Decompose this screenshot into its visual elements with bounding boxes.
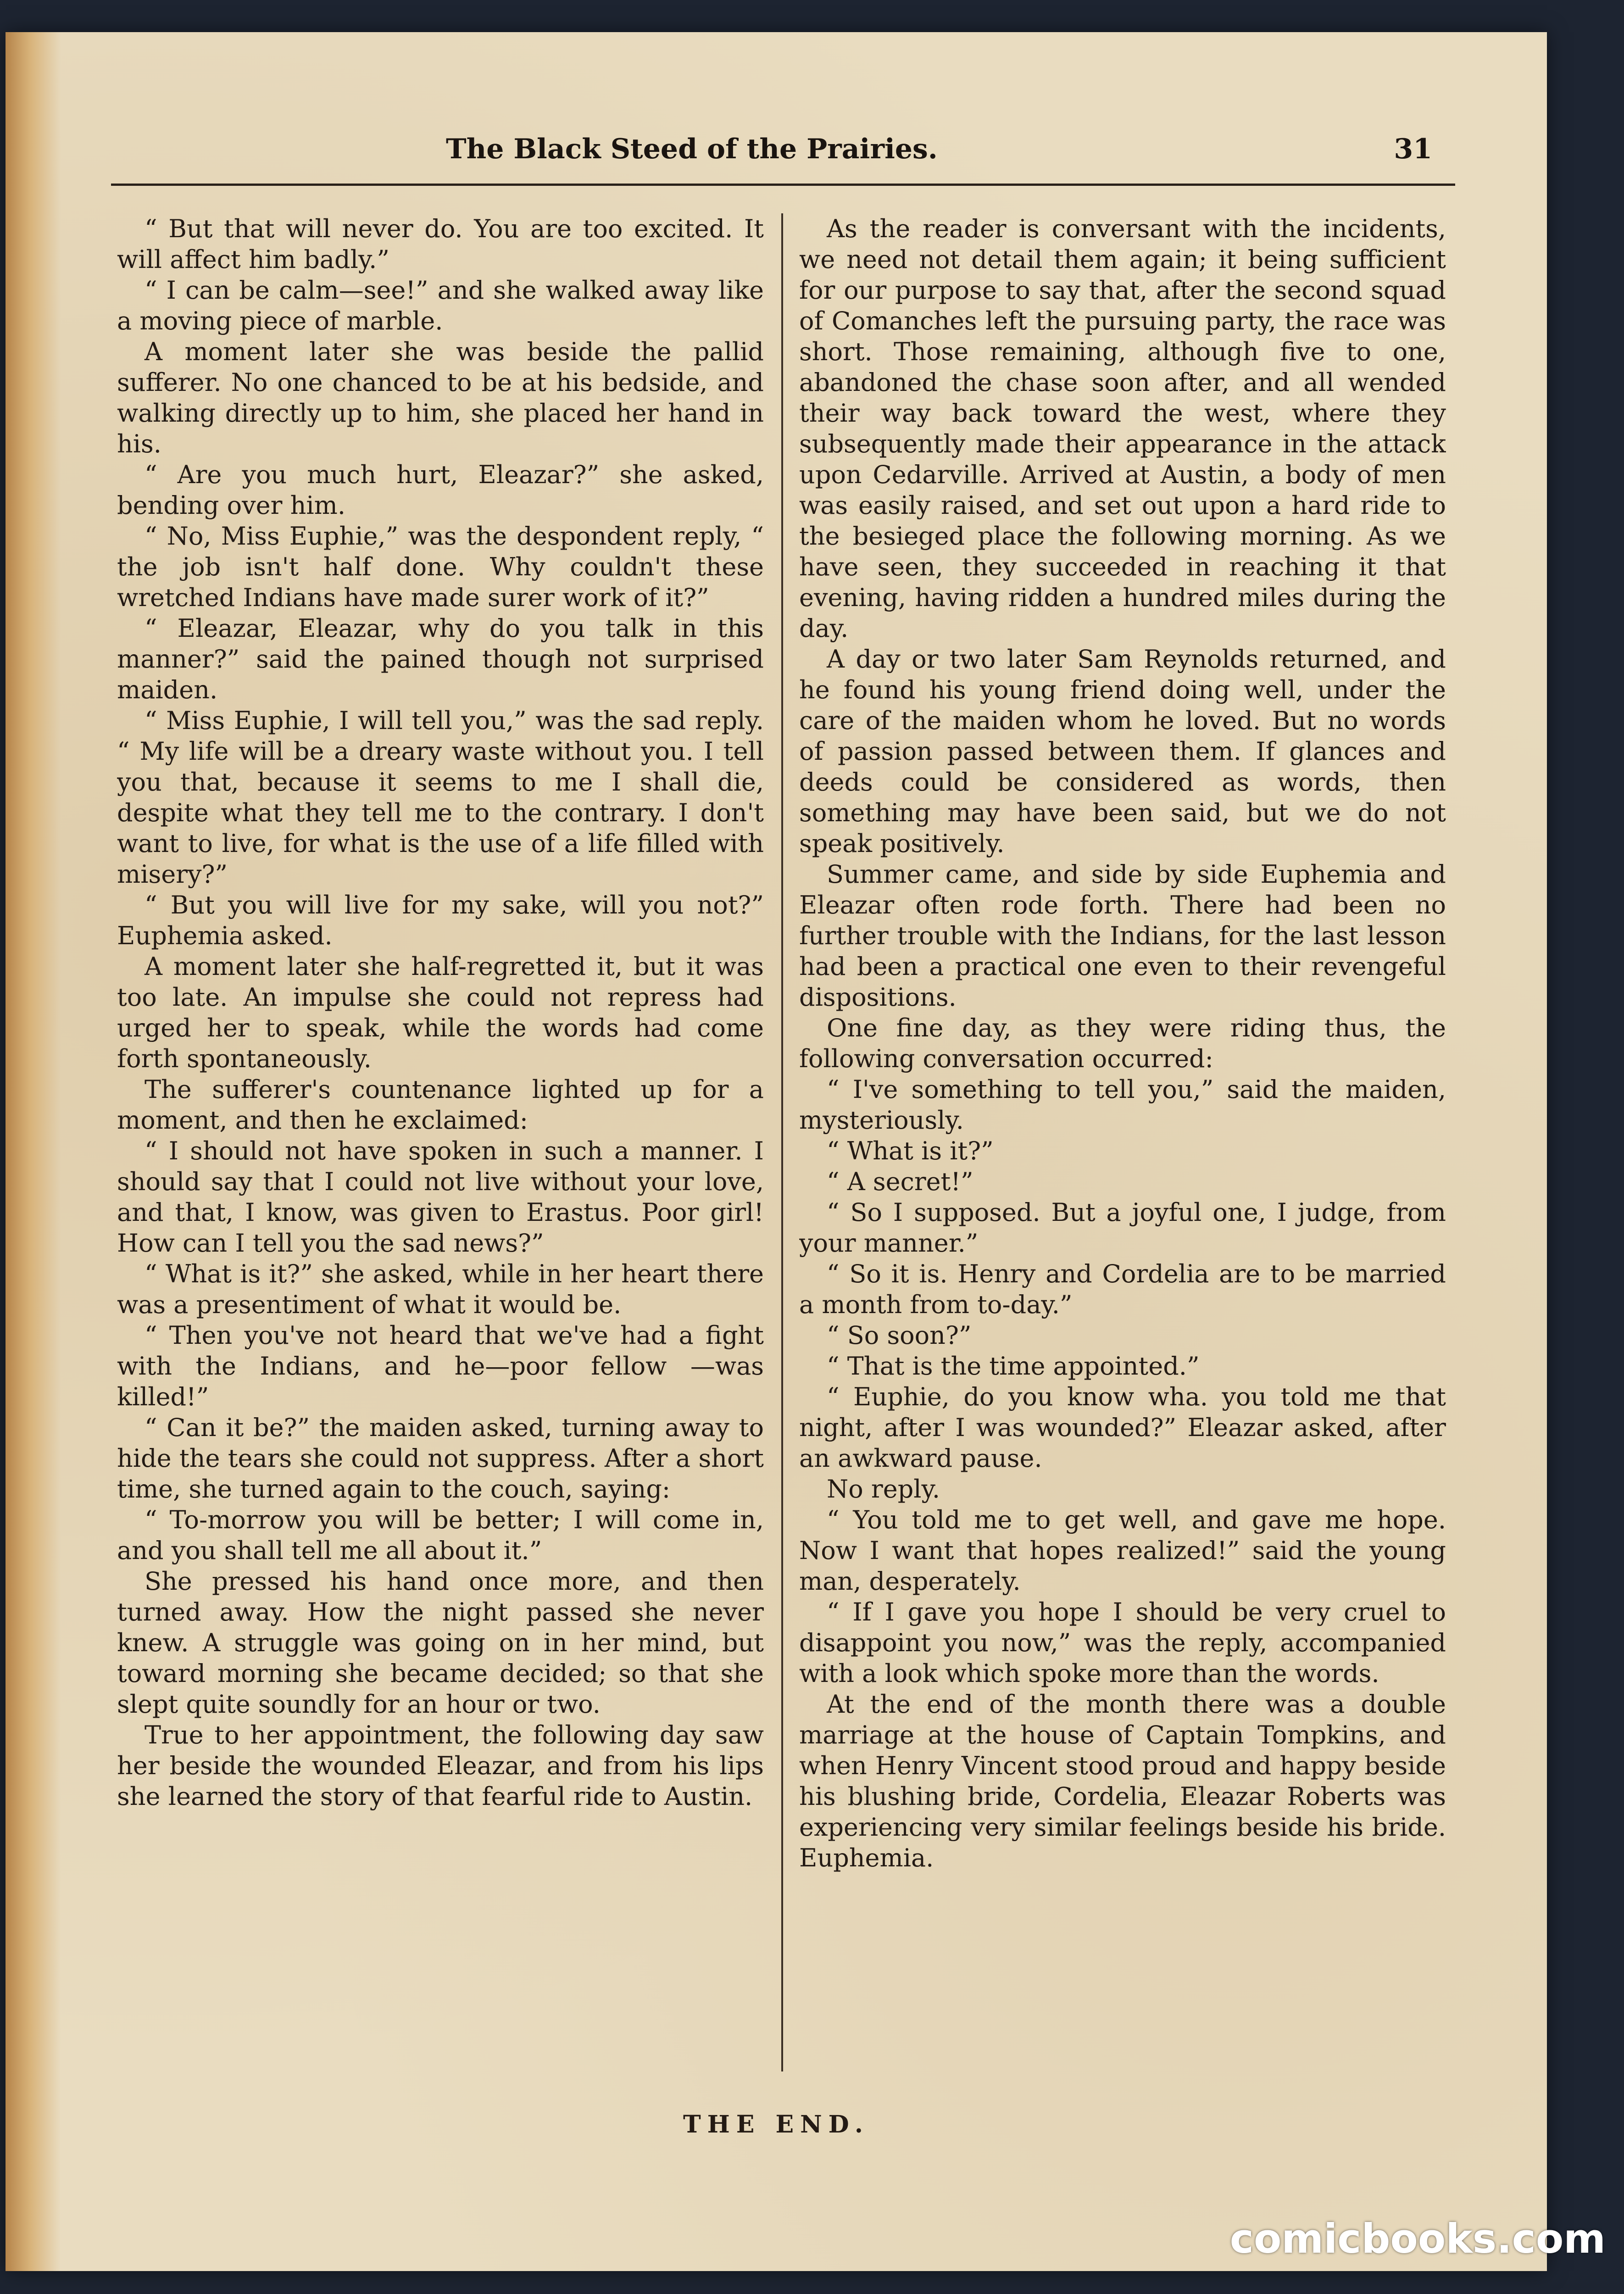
- paragraph: “ Then you've not heard that we've had a fight with the Indians, and he—poor fellow —was killed!”: [117, 1321, 764, 1411]
- paragraph: “ But you will live for my sake, will you not?” Euphemia asked.: [117, 891, 764, 950]
- page-spine-shadow: [6, 32, 61, 2271]
- site-watermark: comicbooks.com: [1229, 2215, 1606, 2262]
- paragraph: No reply.: [827, 1475, 940, 1503]
- paragraph: “ So it is. Henry and Cordelia are to be married a month from to-day.”: [799, 1259, 1446, 1319]
- paragraph: “ I've something to tell you,” said the maiden, mysteriously.: [799, 1075, 1446, 1135]
- paragraph: “ Miss Euphie, I will tell you,” was the sad reply. “ My life will be a dreary waste without you. I tell you that, because it seems to me I shall die, despite what they tell me to the contrary. I don't want to live, for what is the use of a life filled with misery?”: [117, 706, 764, 889]
- paragraph: “ No, Miss Euphie,” was the despondent reply, “ the job isn't half done. Why couldn't these wretched Indians have made surer work of it?”: [117, 522, 764, 612]
- column-divider: [781, 213, 783, 2071]
- book-page: [6, 32, 1547, 2271]
- paragraph: “ What is it?” she asked, while in her heart there was a presentiment of what it would be.: [117, 1259, 764, 1319]
- paragraph: “ A secret!”: [827, 1167, 973, 1196]
- paragraph: “ Are you much hurt, Eleazar?” she asked, bending over him.: [117, 460, 764, 520]
- paragraph: At the end of the month there was a double marriage at the house of Captain Tompkins, and when Henry Vincent stood proud and happy beside his blushing bride, Cordelia, Eleazar Roberts was experiencing very similar feelings beside his bride. Euphemia.: [799, 1690, 1446, 1872]
- paragraph: “ Can it be?” the maiden asked, turning away to hide the tears she could not suppress. After a short time, she turned again to the couch, saying:: [117, 1413, 764, 1503]
- paragraph: A moment later she half-regretted it, but it was too late. An impulse she could not repress had urged her to speak, while the words had come forth spontaneously.: [117, 952, 764, 1073]
- page-number: 31: [1394, 133, 1432, 165]
- paragraph: A moment later she was beside the pallid sufferer. No one chanced to be at his bedside, and walking directly up to him, she placed her hand in his.: [117, 337, 764, 458]
- header-title: The Black Steed of the Prairies.: [446, 133, 938, 165]
- header-rule: [111, 184, 1455, 186]
- paragraph: The sufferer's countenance lighted up for a moment, and then he exclaimed:: [117, 1075, 764, 1135]
- paragraph: “ I can be calm—see!” and she walked away like a moving piece of marble.: [117, 276, 764, 335]
- paragraph: “ That is the time appointed.”: [827, 1352, 1200, 1381]
- the-end-label: THE END.: [683, 2110, 870, 2138]
- paragraph: “ Eleazar, Eleazar, why do you talk in this manner?” said the pained though not surprised maiden.: [117, 614, 764, 704]
- paragraph: Summer came, and side by side Euphemia and Eleazar often rode forth. There had been no further trouble with the Indians, for the last lesson had been a practical one even to their revengeful dispositions.: [799, 860, 1446, 1012]
- paragraph: True to her appointment, the following day saw her beside the wounded Eleazar, and from his lips she learned the story of that fearful ride to Austin.: [117, 1720, 764, 1811]
- left-text-column: [117, 213, 764, 2117]
- paragraph: “ So soon?”: [827, 1321, 972, 1350]
- paragraph: “ Euphie, do you know wha. you told me that night, after I was wounded?” Eleazar asked, after an awkward pause.: [799, 1382, 1446, 1473]
- running-header: [446, 124, 1432, 174]
- paragraph: “ You told me to get well, and gave me hope. Now I want that hopes realized!” said the young man, desperately.: [799, 1505, 1446, 1596]
- paragraph: “ I should not have spoken in such a manner. I should say that I could not live without your love, and that, I know, was given to Erastus. Poor girl! How can I tell you the sad news?”: [117, 1136, 764, 1258]
- paragraph: She pressed his hand once more, and then turned away. How the night passed she never knew. A struggle was going on in her mind, but toward morning she became decided; so that she slept quite soundly for an hour or two.: [117, 1567, 764, 1719]
- paragraph: One fine day, as they were riding thus, the following conversation occurred:: [799, 1013, 1446, 1073]
- paragraph: “ But that will never do. You are too excited. It will affect him badly.”: [117, 214, 764, 274]
- paragraph: “ If I gave you hope I should be very cruel to disappoint you now,” was the reply, accompanied with a look which spoke more than the words.: [799, 1598, 1446, 1688]
- paragraph: “ To-morrow you will be better; I will come in, and you shall tell me all about it.”: [117, 1505, 764, 1565]
- right-text-column: [799, 213, 1446, 2117]
- paragraph: “ So I supposed. But a joyful one, I judge, from your manner.”: [799, 1198, 1446, 1258]
- paragraph: “ What is it?”: [827, 1136, 994, 1165]
- paragraph: As the reader is conversant with the incidents, we need not detail them again; it being sufficient for our purpose to say that, after the second squad of Comanches left the pursuing party, the race was short. Those remaining, although five to one, abandoned the chase soon after, and all wended their way back toward the west, where they subsequently made their appearance in the attack upon Cedarville. Arrived at Austin, a body of men was easily raised, and set out upon a hard ride to the besieged place the following morning. As we have seen, they succeeded in reaching it that evening, having ridden a hundred miles during the day.: [799, 214, 1446, 643]
- paragraph: A day or two later Sam Reynolds returned, and he found his young friend doing well, under the care of the maiden whom he loved. But no words of passion passed between them. If glances and deeds could be considered as words, then something may have been said, but we do not speak positively.: [799, 645, 1446, 858]
